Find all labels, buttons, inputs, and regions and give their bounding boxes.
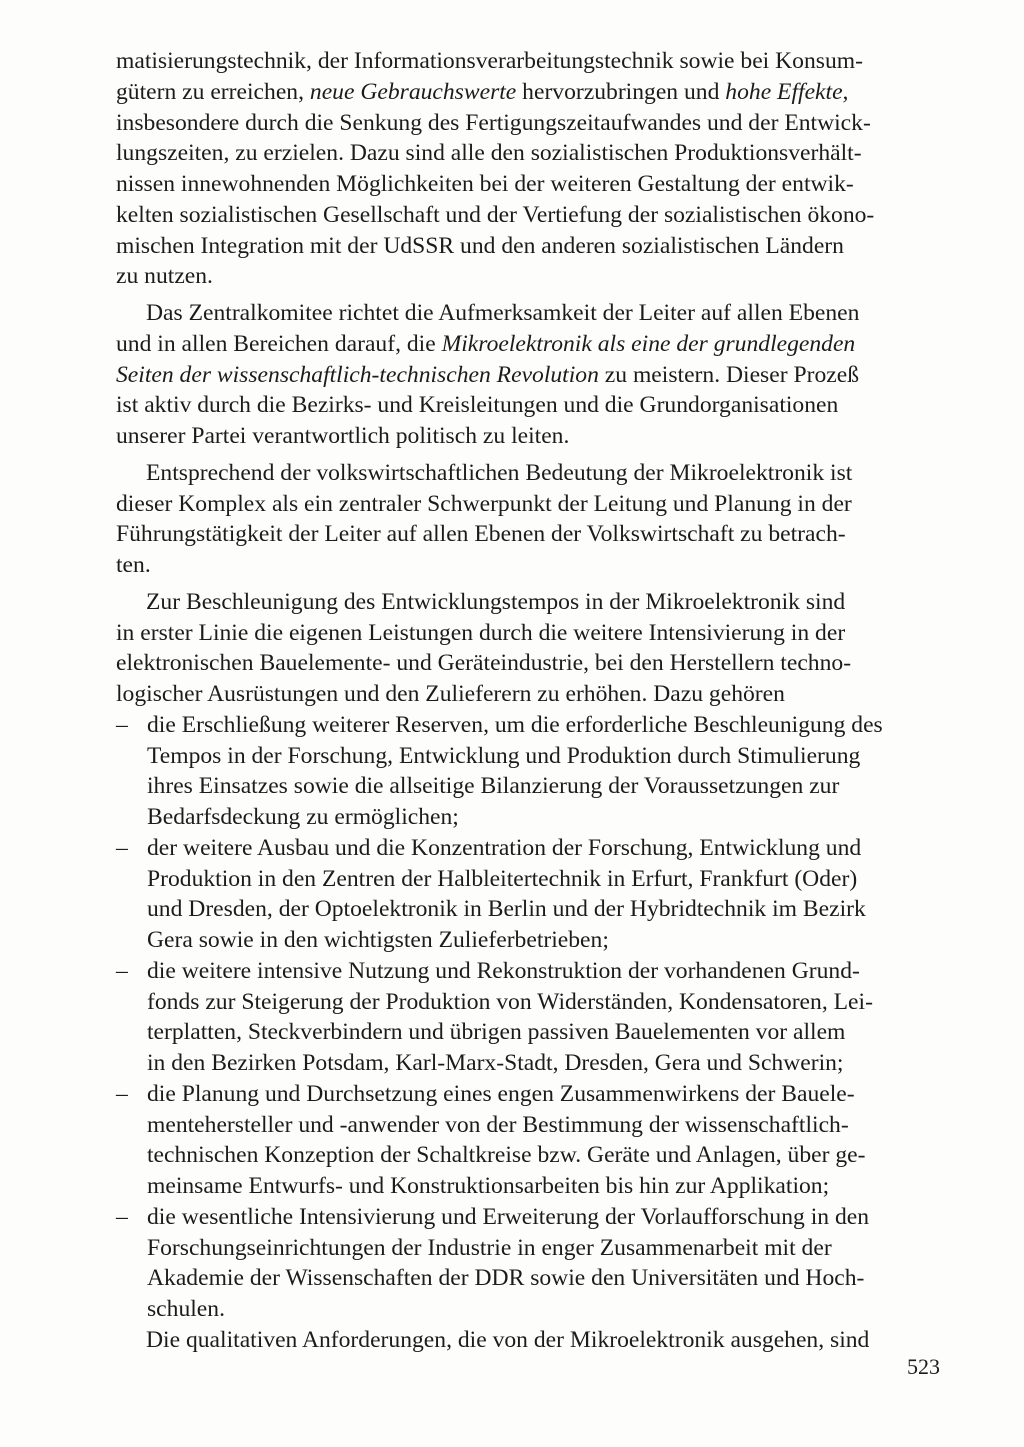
list-item-text: die weitere intensive Nutzung und Rekonstruktion der vorhandenen Grund- fonds zur Steigerung der Produktion von Widerständen, Kondensatoren, Lei- terplatten, Steckverbindern und übrigen passiven Bauelementen vor allem in den Bezirken Potsdam, Karl-Marx-Stadt, Dresden, Gera und Schwerin; [147,957,873,1076]
emphasis: neue Gebrauchswerte [309,78,517,105]
list-item-text: die wesentliche Intensivierung und Erweiterung der Vorlaufforschung in den Forschungseinrichtungen der Industrie in enger Zusammenarbeit mit der Akademie der Wissenschaften der DDR sowie den Universitäten und Hoch- schulen. [147,1203,870,1322]
list-item [116,956,962,1079]
list-item [116,710,962,833]
page-number: 523 [907,1354,940,1379]
emphasis: Mikroelektronik als eine der grundlegenden [441,330,856,357]
paragraph-final: Die qualitativen Anforderungen, die von der Mikroelektronik ausgehen, sind [146,1326,870,1353]
paragraph-3: Entsprechend der volkswirtschaftlichen Bedeutung der Mikroelektronik ist dieser Komplex als ein zentraler Schwerpunkt der Leitung und Planung in der Führungstätigkeit der Leiter auf allen Ebenen der Volkswirtschaft zu betrach- ten. [116,459,853,578]
paragraph-2: Das Zentralkomitee richtet die Aufmerksamkeit der Leiter auf allen Ebenen und in allen Bereichen darauf, die Mikroelektronik als eine der grundlegenden Seiten der wissenschaftlich-technischen Revolution zu meistern. Dieser Prozeß ist aktiv durch die Bezirks- und Kreisleitungen und die Grundorganisationen unserer Partei verantwortlich politisch zu leiten. [116,300,860,449]
list-item-text: die Planung und Durchsetzung eines engen Zusammenwirkens der Bauele- mentehersteller und -anwender von der Bestimmung der wissenschaftlich- technischen Konzeption der Schaltkreise bzw. Geräte und Anlagen, über ge- meinsame Entwurfs- und Konstruktionsarbeiten bis hin zur Applikation; [147,1080,866,1199]
list-dash: – [116,1203,128,1230]
list-item [116,1202,962,1325]
paragraph-1: matisierungstechnik, der Informationsverarbeitungstechnik sowie bei Konsum- gütern zu erreichen, neue Gebrauchswerte hervorzubringen und hohe Effekte, insbesondere durch die Senkung des Fertigungszeitaufwandes und der Entwick- lungszeiten, zu erzielen. Dazu sind alle den sozialistischen Produktionsverhält- nissen innewohnenden Möglichkeiten bei der weiteren Gestaltung der entwik- kelten sozialistischen Gesellschaft und der Vertiefung der sozialistischen ökono- mischen Integration mit der UdSSR und den anderen sozialistischen Ländern zu nutzen. [116,48,875,290]
emphasis: hohe Effekte, [725,78,849,105]
list-item [116,833,962,956]
body-text [116,46,962,1356]
emphasis: Seiten der wissenschaftlich-technischen Revolution [116,361,599,388]
list-dash: – [116,1080,128,1107]
list-item-text: der weitere Ausbau und die Konzentration der Forschung, Entwicklung und Produktion in den Zentren der Halbleitertechnik in Erfurt, Frankfurt (Oder) und Dresden, der Optoelektronik in Berlin und der Hybridtechnik im Bezirk Gera sowie in den wichtigsten Zulieferbetrieben; [147,834,866,953]
paragraph-4: Zur Beschleunigung des Entwicklungstempos in der Mikroelektronik sind in erster Linie die eigenen Leistungen durch die weitere Intensivierung in der elektronischen Bauelemente- und Geräteindustrie, bei den Herstellern techno- logischer Ausrüstungen und den Zulieferern zu erhöhen. Dazu gehören [116,588,852,707]
list-item-text: die Erschließung weiterer Reserven, um die erforderliche Beschleunigung des Tempos in der Forschung, Entwicklung und Produktion durch Stimulierung ihres Einsatzes sowie die allseitige Bilanzierung der Voraussetzungen zur Bedarfsdeckung zu ermöglichen; [147,711,883,830]
list-item [116,1079,962,1202]
list-dash: – [116,834,128,861]
list-dash: – [116,711,128,738]
list-dash: – [116,957,128,984]
